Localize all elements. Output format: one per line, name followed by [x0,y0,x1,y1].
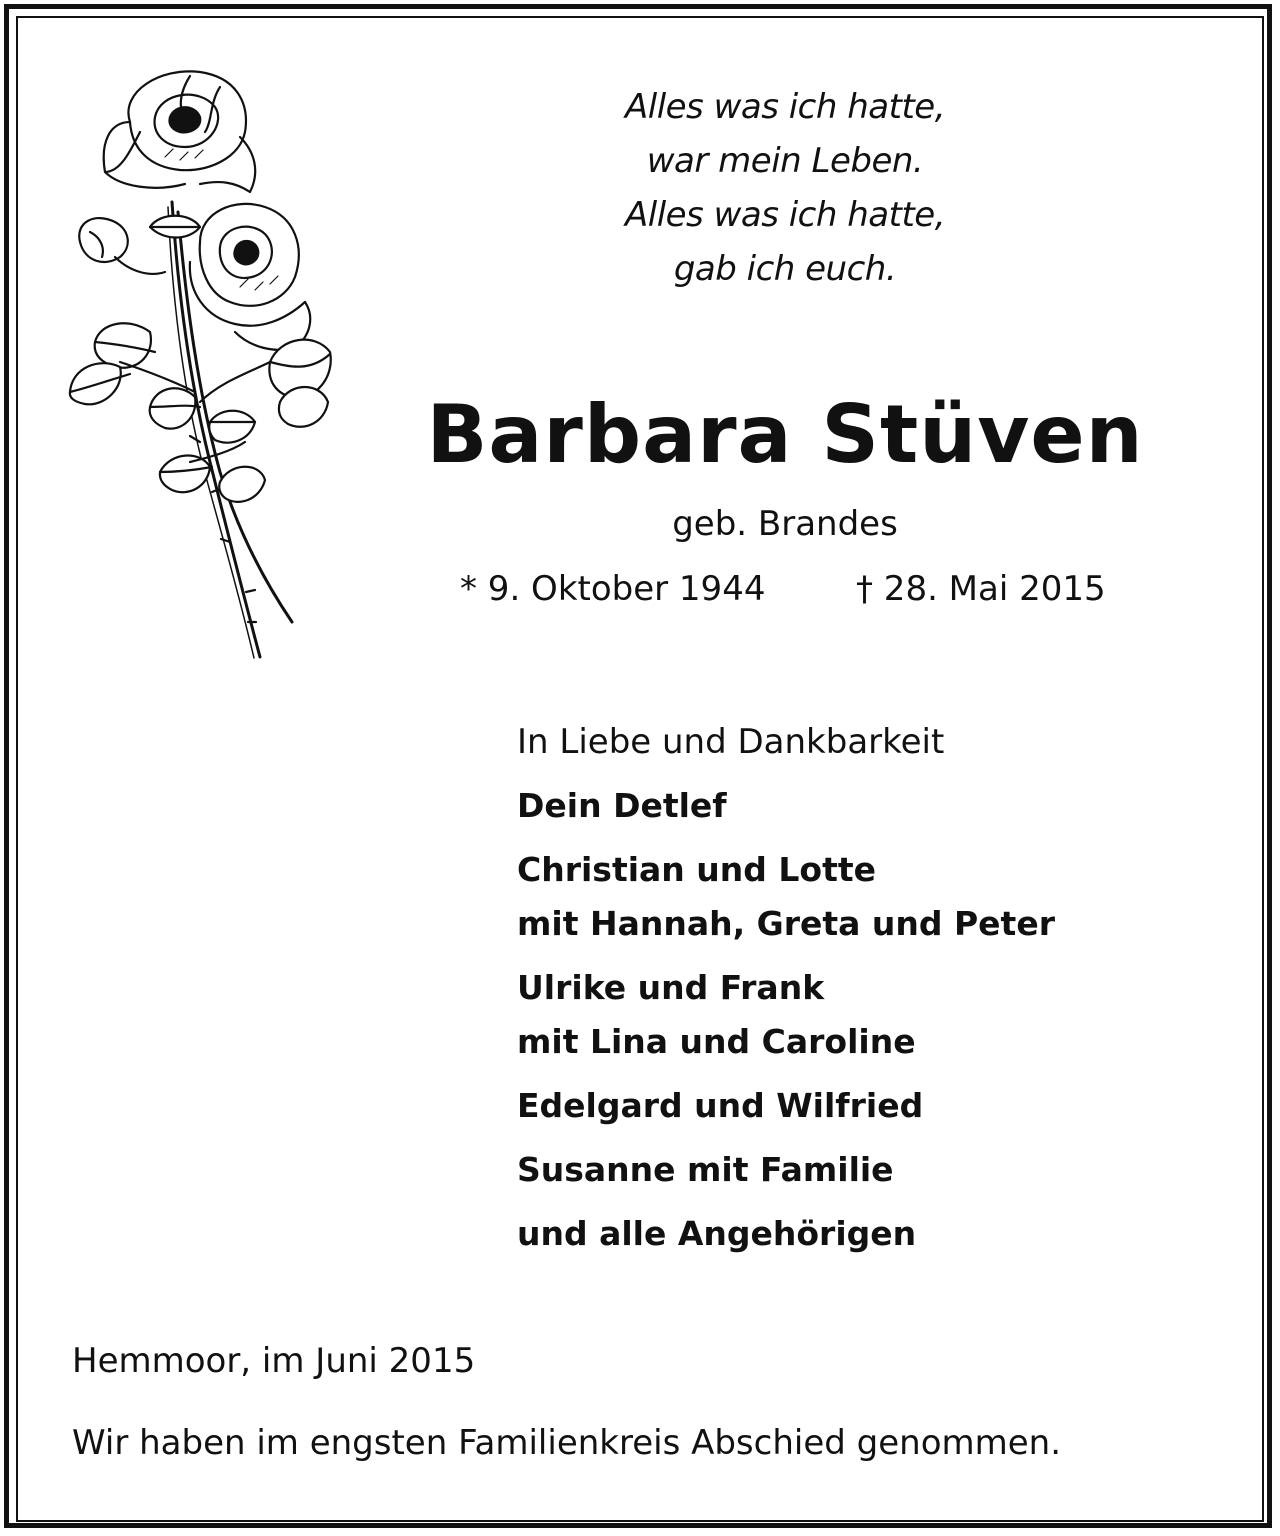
mourner-line: Ulrike und Frank [517,968,825,1007]
maiden-name: geb. Brandes [672,504,898,544]
poem-line: war mein Leben. [646,141,924,181]
poem-line: gab ich euch. [673,249,897,289]
mourner-line: Dein Detlef [517,786,727,825]
birth-date: * 9. Oktober 1944 [460,569,766,609]
mourners-list [517,715,1217,1261]
poem-line: Alles was ich hatte, [624,195,946,235]
mourner-line: und alle Angehörigen [517,1214,917,1253]
mourners-intro: In Liebe und Dankbarkeit [517,722,945,762]
mourner-line: Susanne mit Familie [517,1150,894,1189]
mourner-group [517,961,1217,1069]
mourner-line: Christian und Lotte [517,850,877,889]
mourner-line: mit Lina und Caroline [517,1022,916,1061]
place-date: Hemmoor, im Juni 2015 [72,1341,476,1381]
mourner-line: Edelgard und Wilfried [517,1086,924,1125]
poem-line: Alles was ich hatte, [624,87,946,127]
mourner-group [517,779,1217,833]
mourner-group [517,1143,1217,1197]
deceased-name: Barbara Stüven [426,388,1144,481]
mourner-group [517,1079,1217,1133]
poem [560,80,1010,296]
death-date: † 28. Mai 2015 [856,569,1106,609]
rose-illustration-icon [60,62,340,662]
mourner-group [517,843,1217,951]
mourner-group [517,1207,1217,1261]
mourner-line: mit Hannah, Greta und Peter [517,904,1055,943]
closing-note: Wir haben im engsten Familienkreis Abschied genommen. [72,1423,1062,1463]
